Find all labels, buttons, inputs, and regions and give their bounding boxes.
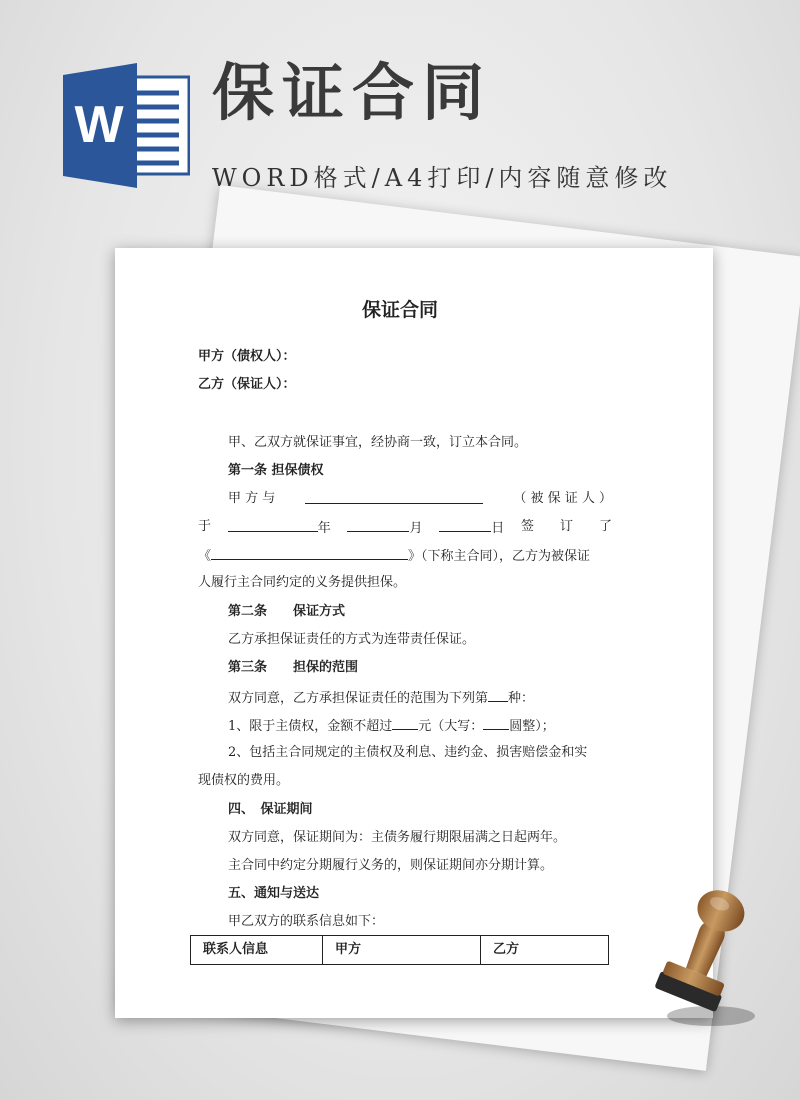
- article-4-line-2: 主合同中约定分期履行义务的，则保证期间亦分期计算。: [228, 858, 554, 873]
- intro-paragraph: 甲、乙双方就保证事宜，经协商一致，订立本合同。: [228, 435, 528, 450]
- party-b-label: 乙方（保证人）：: [198, 377, 296, 392]
- banner-subtitle: WORD格式/A4打印/内容随意修改: [212, 164, 673, 192]
- text-segment: （ 被 保 证 人 ）: [513, 491, 612, 506]
- article-3-line-1: [228, 687, 534, 709]
- article-5-line-1: 甲乙双方的联系信息如下：: [228, 914, 385, 929]
- text-segment: 甲 方 与: [228, 491, 276, 506]
- text-segment: 种：: [508, 691, 535, 706]
- svg-text:W: W: [74, 96, 124, 154]
- text-segment: 于: [198, 519, 212, 534]
- text-segment: 圆整）；: [509, 719, 555, 734]
- article-1-line-4: 人履行主合同约定的义务提供担保。: [198, 575, 407, 590]
- article-3-line-3: 2、包括主合同规定的主债权及利息、违约金、损害赔偿金和实: [228, 745, 588, 760]
- blank-field[interactable]: [347, 517, 409, 532]
- word-icon: [63, 63, 190, 188]
- text-segment: 双方同意，乙方承担保证责任的范围为下列第: [228, 691, 489, 706]
- text-segment: 》（下称主合同），乙方为被保证: [408, 549, 591, 564]
- article-2-heading: 第二条 保证方式: [228, 604, 346, 619]
- text-segment: 日: [491, 521, 505, 536]
- text-segment: 月: [409, 521, 423, 536]
- article-1-line-1: [228, 489, 612, 509]
- blank-field[interactable]: [392, 715, 418, 730]
- blank-field[interactable]: [211, 545, 408, 560]
- table-header-contact: 联系人信息: [191, 936, 323, 964]
- article-1-line-2: [198, 517, 612, 539]
- blank-field[interactable]: [488, 687, 508, 702]
- blank-field[interactable]: [439, 517, 491, 532]
- table-header-party-b: 乙方: [493, 942, 520, 957]
- text-segment: 元（大写：: [418, 719, 484, 734]
- text-segment: 年: [317, 521, 331, 536]
- table-header-party-a: 甲方: [323, 936, 481, 964]
- article-3-line-4: 现债权的费用。: [198, 773, 290, 788]
- article-3-heading: 第三条 担保的范围: [228, 660, 359, 675]
- wooden-stamp-icon: [645, 878, 765, 1028]
- contact-info-table: [190, 935, 609, 965]
- article-3-line-2: [228, 715, 555, 737]
- blank-field[interactable]: [228, 517, 318, 532]
- article-2-body: 乙方承担保证责任的方式为连带责任保证。: [228, 632, 476, 647]
- banner-title: 保证合同: [212, 56, 493, 129]
- text-segment: 签 订 了: [520, 519, 612, 534]
- blank-field[interactable]: [305, 489, 483, 504]
- party-a-label: 甲方（债权人）：: [198, 349, 296, 364]
- article-1-line-3: [198, 545, 590, 567]
- article-4-heading: 四、 保证期间: [228, 802, 313, 817]
- text-segment: 《: [198, 549, 212, 564]
- article-1-heading: 第一条 担保债权: [228, 463, 324, 478]
- document-title: 保证合同: [361, 299, 438, 321]
- article-4-line-1: 双方同意，保证期间为：主债务履行期限届满之日起两年。: [228, 830, 567, 845]
- text-segment: 1、限于主债权，金额不超过: [228, 719, 393, 734]
- blank-field[interactable]: [483, 715, 509, 730]
- article-5-heading: 五、通知与送达: [228, 886, 320, 901]
